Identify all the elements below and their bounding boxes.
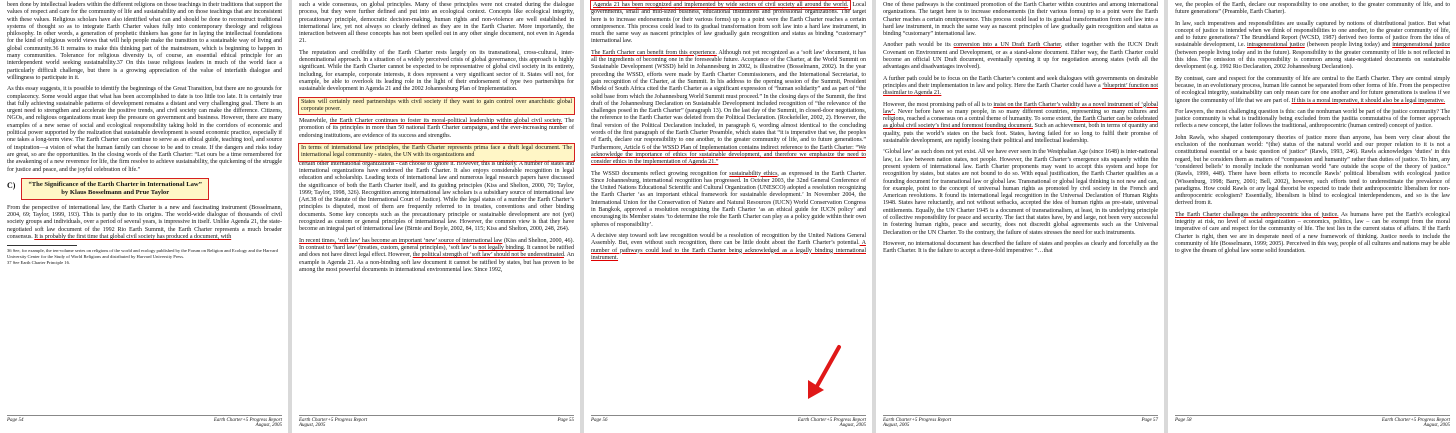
red-underlined-text: The Earth Charter challenges the anthropocentric idea of justice.	[1175, 211, 1339, 218]
red-underlined-text: the political strength of ‘soft law’ should not be underestimated	[412, 252, 565, 259]
paragraph: The Earth Charter challenges the anthropocentric idea of justice. As humans have put the Earth’s ecological integrity at risk, no level of social organization – economics, politics, law – can be exempt from the moral imperative of care and respect for the community of life. The test lies in the current status of affairs. If the Earth Charter is right, then we are in desperate need of a new framework of thinking. Justice needs to include the community of life (Bosselmann, 1999; 2005). Perceived in this way, people of all cultures and nations may be able to give the dream of global law some solid foundation.	[1175, 211, 1450, 255]
paragraph: John Rawls, who shaped contemporary theories of justice more than anyone, has been very clear about the exclusion of the nonhuman world: “(the) status of the natural world and our proper relation to it is not a constitutional essential or a basic question of justice” (Rawls, 1993, 246). Rawls acknowledges ‘duties’ in this regard, but he considers them as matters of “compassion and humanity” rather than duties of justice. To him, any ‘considered beliefs’ to morally include the nonhuman world “are outside the scope of the theory of justice.” (Rawls, 1999, 448). There have been efforts to reconcile Rawls’ political liberalism with ecological justice (Wissenburg, 1998; Barry, 2001; Bell, 2002), however, such efforts tend to underestimate the prevalence of paradigms. How could Rawls or any legal theorist be expected to trade their anthropocentric liberalism for non-anthropocentric ecologism? Essentially, liberalism is blind to ecological interdependences, and so is the law derived from it.	[1175, 134, 1450, 207]
red-underlined-text: the Earth Charter can be celebrated as global civil society’s first and foremost founding document.	[883, 116, 1158, 130]
highlighted-passage: In terms of international law principles, the Earth Charter represents prima face a draft legal document. The international legal community - states, the UN with its organizations and	[299, 144, 574, 161]
paragraph: A decisive step toward soft law recognition would be a resolution of recognition by the United Nations General Assembly. But, even without such recognition, there can be little doubt about the Earth Charter’s potential. A number of pathways could lead to the Earth Charter being acknowledged as a legally binding international instrument.	[591, 232, 866, 261]
footnote: 36 See, for example, the ten-volume series on religions of the world and ecology published by the Forum on Religion and Ecology and the Harvard University Center for the Study of World Religions and distributed by Harvard University Press.	[7, 248, 278, 259]
red-underlined-text: The Earth Charter can benefit from this experience.	[591, 49, 717, 56]
paragraph: From the perspective of international law, the Earth Charter is a new and fascinating instrument (Bosselmann, 2004, 69; Taylor, 1999, 193). This is partly due to its origins. The world-wide dialogue of thousands of civil society groups and individuals, over a period of several years, is impressive in itself. Unlike Agenda 21, the state-negotiated soft law document of the 1992 Rio Earth Summit, the Earth Charter represents a much broader consensus. It is probably the first time that global civil society has produced a document, with	[7, 204, 282, 241]
red-underlined-text: intragenerational justice	[1246, 42, 1305, 49]
red-underlined-text: A number of pathways could lead to the Earth Charter being acknowledged as a legally binding international instrument.	[591, 240, 866, 261]
page-57	[876, 0, 1164, 433]
paragraph: such a wide consensus, on global principles. Many of these principles were not created during the dialogue process, but they were further defined and put into an ecological context. Concepts like ecological integrity, precautionary principle, democratic decision-making, human rights and non-violence are well established in international law, yet not always so clearly defined as they are in the Earth Charter. More importantly, the interaction between all these concepts has not been spelled out in any other single document, not even in Agenda 21.	[299, 2, 574, 45]
paragraph: The WSSD documents reflect growing recognition for sustainability ethics, as expressed in the Earth Charter. Since Johannesburg, international recognition has progressed. In October 2003, the 32nd General Conference of the United Nations Educational Scientific and Cultural Organization (UNESCO) adopted a resolution recognizing the Earth Charter ‘as an important ethical framework for sustainable development.’ In November 2004, the International Union for the Conservation of Nature and Natural Resources (IUCN) World Conservation Congress in Bangkok, approved a resolution recognizing the Earth Charter ‘as an ethical guide for IUCN policy’ and encouraging its Member states ‘to determine the role the Earth Charter can play as a policy guide within their own spheres of responsibility’.	[591, 170, 866, 228]
report-date: August, 2005	[1423, 423, 1450, 429]
report-date: August, 2005	[299, 423, 326, 429]
page-footer	[591, 415, 866, 429]
section-title-box	[21, 178, 209, 200]
paragraph: In law, such imperatives and responsibilities are usually captured by notions of distributional justice. But what concept of justice is intended when we think of responsibilities to one another, to the greater community of life, and to future generations? The Brundtland Report (WCSD, 1987) derived two forms of justice from the idea of sustainable development, i.e. intragenerational justice (between people living today) and intergenerational justice (between people living today and in the future). Responsibility to the greater community of life is not reflected in this idea. The omission of this responsibility is common among state-negotiated documents on sustainable development (e.g. 1992 Rio Declaration, 2002 Johannesburg Declaration).	[1175, 20, 1450, 71]
red-underlined-text: It is probably the first time that global civil society has produced a document, with	[34, 234, 232, 241]
highlighted-passage: States will certainly need partnerships with civil society if they want to gain control over anarchistic global corporate power.	[299, 98, 574, 115]
paragraph: By contrast, care and respect for the community of life are central to the Earth Charter. They are central simply because, in an evolutionary process, human life cannot be separated from other forms of life. From the perspective of ecological integrity, sustainability can only mean care for one another and for future generations is useless if we ignore the community of life that we are part of. If this is a moral imperative, it should also be a legal imperative.	[1175, 75, 1450, 104]
boxed-text: Agenda 21 has been recognized and implemented by wide sectors of civil society all around the world.	[593, 2, 849, 8]
paragraph: Another path would be its conversion into a UN Draft Earth Charter, either together with the IUCN Draft Covenant on Environment and Development, or as a stand-alone document. Either way, the Earth Charter could become an official UN Draft document, eventually opening it up for negotiation among states (with all the advantages and disadvantages involved).	[883, 42, 1158, 71]
paragraph: The reputation and credibility of the Earth Charter rests largely on its transnational, cross-cultural, inter-denominational approach. In a situation of a widely perceived crisis of global governance, this approach is highly significant. While the Earth Charter cannot be expected to be representative of global civil society in its entirety, including, for example, corporate interests, it does represent a very significant sector of it. States will not, for example, be able to overlook its leading role in the light of their endorsement of type two partnerships for sustainable development in Agenda 21 and the 2002 Johannesburg Plan of Implementation.	[299, 49, 574, 93]
page-number: Page 58	[1175, 417, 1192, 423]
report-title: Earth Charter+5 Progress Report	[883, 417, 952, 423]
page-footer	[1175, 415, 1450, 429]
red-underlined-text: not legally binding	[478, 244, 524, 251]
red-underlined-text: Article 6 of the WSSD Plan of Implementation contains indirect reference to the Earth Charter: “We acknowledge the importance of ethics for sustainable development, and therefore we emphasize the need to consider ethics in the implementation of Agenda 21.”	[591, 144, 866, 166]
page-footer	[7, 415, 282, 429]
red-underlined-text: ‘blueprint’ function not dissimilar to Agenda 21.	[883, 82, 1158, 97]
report-date: August, 2005	[839, 423, 866, 429]
page-54	[0, 0, 288, 433]
section-letter: C)	[7, 180, 16, 190]
paragraph: However, the most promising path of all is to insist on the Earth Charter’s validity as a novel instrument of ‘global law’. Never before have so many people, in so many different countries, representing so many cultures and religions, reached a consensus on a central theme of humanity. To some extent, the Earth Charter can be celebrated as global civil society’s first and foremost founding document. Such an achievement, both in terms of quantity and quality, puts the world’s states on the back foot. States, having failed for so long to fulfil their promise of sustainable development, are rapidly loosing their political and intellectual leadership.	[883, 101, 1159, 145]
page-footer	[299, 415, 574, 429]
paragraph: ‘Global law’ as such does not yet exist. All we have ever seen in the Westphalian Age (since 1648) is inter-national law, i.e. law between nation states, not people. However, the Earth Charter’s emergence sits squarely within the present system of international law. Earth Charter proponents may want to accept this system and hope for recognition by states, but states are not bound to do so. With equal justification, the Earth Charter qualifies as a founding document for transnational law or global law. Transnational or global legal thinking is not new and can, for example, point to the concept of universal human rights as promoted by civil society in the French and American revolutions. It found its international legal recognition in the Universal Declaration of Human Rights 1948. States have reluctantly, and not without setbacks, accepted the idea of human rights as pre-state, universal entitlements. Equally, the UN Charter 1945 is a document of transnationalism, at least, in its underlying principle of collective responsibility for peace and security. The fact that states have, by and large, not been very successful in fostering human rights, peace and security, does not discredit global agreements such as the Universal Declaration or the UN Charter. To the contrary, the failure of states stresses the need for such instruments.	[883, 149, 1158, 236]
section-title: “The Significance of the Earth Charter in International Law”	[28, 180, 202, 188]
section-authors: by Klaus Bosselmann and Prue Taylor	[61, 188, 170, 196]
page-58	[1168, 0, 1456, 433]
paragraph: we, the peoples of the Earth, declare our responsibility to one another, to the greater community of life, and to future generations” (Preamble, Earth Charter).	[1175, 2, 1450, 16]
paragraph: been done by intellectual leaders within the different religions on those teachings in their traditions that support the values of respect and care for the community of life and sustainability and on those teachings that are inconsistent with these values. Religious scholars have also identified what can and should be done to reconstruct traditional systems of thought so as to integrate Earth Charter values fully into contemporary theology and religious philosophy. In other words, a generation of prophetic thinkers has gone far in laying the intellectual foundations for the kind of religious world views that will help people make the transition to a sustainable way of living and global community.36 It remains to make this thinking part of the mainstream, which is beginning to happen in many communities. Tolerance for religious diversity is, of course, an essential ethical principle for an interdependent world seeking sustainability.37 On this issue religious leaders in much of the world face a particularly difficult challenge, but there is a growing appreciation of the value of interfaith dialogue and willingness to participate in it.	[7, 2, 282, 81]
page-56	[584, 0, 872, 433]
paragraph: As this essay suggests, it is possible to identify the beginnings of the Great Transition, but there are no grounds for complacency. Some would argue that what has been accomplished to date is too little too late. It is certainly true that fully achieving sustainable patterns of development remains a distant and very challenging goal. There is an urgent need to strengthen and accelerate the positive trends, and civil society can make the difference. Citizens, NGOs, and religious organizations must keep the pressure on government and business. However, there are many examples of a new sense of social and ecological responsibility taking hold in the corridors of economic and political power supported by the realization that sustainable development is sound economic practice, especially if one takes a long-term view. The Earth Charter can continue to serve as an ethical guide, teaching tool, and source of inspiration—a vision of what the human family can choose to be and to create. If the dangers and risks today are great, so are the opportunities. In the closing words of the Earth Charter: “Let ours be a time remembered for the awakening of a new reverence for life, the firm resolve to achieve sustainability, the quickening of the struggle for justice and peace, and the joyful celebration of life.”	[7, 86, 282, 173]
paragraph: A further path could be to focus on the Earth Charter’s content and seek dialogues with governments on desirable principles and their implementation in law and policy. Here the Earth Charter could have a ‘blueprint’ function not dissimilar to Agenda 21.	[883, 75, 1158, 97]
paragraph: For lawyers, the most challenging question is this: can the nonhuman world be part of the justice community? The justice community is what is traditionally being excluded from the justitia commutativa of the former approach reflects a new concept, the latter follows the traditional, anthropocentric (human centred) concept of justice.	[1175, 108, 1450, 130]
red-underlined-text: In recent times, ‘soft law’ has become an important ‘new’ source of international law	[299, 237, 503, 244]
page-55	[292, 0, 580, 433]
report-date: August, 2005	[255, 423, 282, 429]
report-date: August, 2005	[883, 423, 910, 429]
paragraph: certain other international organizations - can choose to ignore it. However, this is unlikely. A number of states and international organizations have endorsed the Earth Charter. It also enjoys considerable recognition in legal education and scholarship. Leading texts of international law and numerous legal research papers have discussed the significance of both the Earth Charter itself, and its guiding principles (Kiss and Shelton, 2000, 70; Taylor, 1999; Taylor, 1998, 326). Recognition among international law scholars is a subsidiary source of international law (Art.38 of the Statute of the International Court of Justice). While the legal status of a number the Earth Charter’s principles is disputed, most of them are frequently referred to in treaties, conventions and other binding documents. Some key concepts such as the precautionary principle or sustainable development are not (yet) recognized as custom or general principles of international law. However, the common view is that they have become an integral part of international law (Birnie and Boyle, 2002, 84, 115; Kiss and Shelton, 2000, 248, 264).	[299, 160, 574, 233]
paragraph: In recent times, ‘soft law’ has become an important ‘new’ source of international law (Kiss and Shelton, 2000, 46). In contrast to ‘hard law’ (treaties, custom, general principles), ‘soft law’ is not legally binding. It cannot be ratified and does not have direct legal effect. However, the political strength of ‘soft law’ should not be underestimated. An example is Agenda 21. As a non-binding soft law document it cannot be ratified by states, but has proven to be among the most powerful documents in international environmental law. Since 1992,	[299, 237, 574, 273]
footnote-rule	[7, 245, 77, 246]
page-number: Page 54	[7, 417, 24, 423]
report-title: Earth Charter+5 Progress Report	[797, 417, 866, 423]
section-heading	[7, 178, 282, 200]
page-number: Page 56	[591, 417, 608, 423]
footnote: 37 See Earth Charter Principle 16.	[7, 260, 71, 266]
red-underlined-text: intergenerational justice	[1392, 42, 1450, 49]
report-title: Earth Charter+5 Progress Report	[1381, 417, 1450, 423]
page-number: Page 55	[557, 417, 574, 423]
red-underlined-text: sustainability ethics	[729, 170, 778, 177]
report-title: Earth Charter+5 Progress Report	[299, 417, 368, 423]
paragraph: Agenda 21 has been recognized and implemented by wide sectors of civil society all around the world. Local governments, small and mid-sized business, educational institutions and professional organizations. The target here is to increase endorsements (or their various forms) up to a point were the Earth Charter reaches a certain omnipresence. This process could lead to its gradual transformation from soft law into a hard law instrument, in much the same way as nascent principles of law gradually gain recognition and status as binding “customary” international law.	[591, 2, 866, 45]
red-underlined-text: If this is a moral imperative, it should also be a legal imperative.	[1291, 97, 1446, 104]
red-underlined-text: the Earth Charter continues to foster its moral-political leadership within global civil society.	[329, 118, 563, 125]
paragraph: Meanwhile, the Earth Charter continues to foster its moral-political leadership within global civil society. The promotion of its principles in more than 50 national Earth Charter campaigns, and the ever-increasing number of endorsing institutions, are evidence of its success and strengths.	[299, 118, 574, 139]
paragraph: However, no international document has described the failure of states and peoples as clearly and forcefully as the Earth Charter. It is the failure to accept a three-fold imperative: “…that	[883, 240, 1158, 255]
paragraph: The Earth Charter can benefit from this experience. Although not yet recognized as a ‘soft law’ document, it has all the ingredients of becoming one in the foreseeable future. Acceptance of the Charter, at the World Summit on Sustainable Development (WSSD) held in Johannesburg in 2002, is illustrative (Bosselmann, 2002). In the year preceding the WSSD, efforts were made by Earth Charter Commissioners, and the International Secretariat, to gain recognition of the Charter, at the Summit. In his address to the opening session of the Summit, President Mbeki of South Africa cited the Earth Charter as a significant expression of “human solidarity” and as part of “the solid base from which the Johannesburg World Summit must proceed.” In the closing days of the Summit, the first draft of the Johannesburg Declaration on Sustainable Development included recognition of “the relevance of the challenges posed in the Earth Charter” (paragraph 13). On the last day of the Summit, in closed-door negotiations, the reference to the Earth Charter was deleted from the Political Declaration. (Rockefeller, 2002, 2). However, the final version of the Political Declaration included, in paragraph 6, wording almost identical to the concluding words of the first paragraph of the Earth Charter Preamble, which states that “it is imperative that we, the peoples of Earth, declare our responsibility to one another, to the greater community of life, and to future generations.” Furthermore, Article 6 of the WSSD Plan of Implementation contains indirect reference to the Earth Charter: “We acknowledge the importance of ethics for sustainable development, and therefore we emphasize the need to consider ethics in the implementation of Agenda 21.”	[591, 49, 866, 166]
page-number: Page 57	[1141, 417, 1158, 423]
page-footer	[883, 415, 1158, 429]
report-title: Earth Charter+5 Progress Report	[213, 417, 282, 423]
red-underlined-text: insist on the Earth Charter’s validity as a novel instrument of ‘global law’.	[883, 101, 1159, 115]
red-underlined-text: conversion into a UN Draft Earth Charter	[953, 42, 1061, 49]
paragraph: One of these pathways is the continued promotion of the Earth Charter within countries and among international organizations. The target here is to increase endorsements (in their various forms) up to a point were the Earth Charter reaches a certain omnipresence. This process could lead to its gradual transformation from soft law into a hard law instrument, in much the same way as nascent principles of law gradually gain recognition and status as binding “customary” international law.	[883, 2, 1158, 38]
